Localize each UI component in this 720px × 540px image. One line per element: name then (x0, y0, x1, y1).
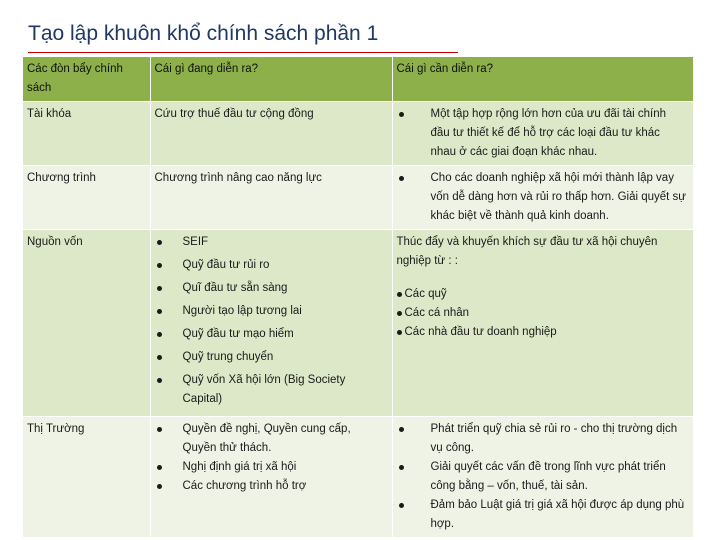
list-item: Cho các doanh nghiệp xã hội mới thành lập vay vốn dễ dàng hơn và rủi ro thấp hơn. Giải quyết sự khác biệt về thành quả kinh doanh. (397, 169, 687, 226)
table-row (23, 230, 693, 417)
needed-list (397, 420, 687, 534)
bullet-icon (157, 309, 162, 314)
bullet-icon (157, 263, 162, 268)
table-row (23, 417, 693, 538)
needed-cell (392, 417, 693, 538)
list-item: SEIF (155, 233, 386, 252)
row-label: Nguồn vốn (23, 230, 150, 417)
bullet-icon (157, 465, 162, 470)
needed-list (397, 105, 687, 162)
current-list (155, 233, 386, 409)
row-label: Tài khóa (23, 102, 150, 166)
list-item: Quỹ trung chuyển (155, 348, 386, 367)
current-cell (150, 230, 392, 417)
table-row (23, 102, 693, 166)
title-block (28, 22, 378, 46)
list-item: Các quỹ (397, 285, 687, 304)
list-item: Đảm bảo Luật giá trị giá xã hội được áp dụng phù hợp. (397, 496, 687, 534)
list-item: Phát triển quỹ chia sẻ rủi ro - cho thị trường dịch vụ công. (397, 420, 687, 458)
current-list (155, 420, 386, 496)
current-cell (150, 417, 392, 538)
bullet-icon (397, 311, 402, 316)
bullet-icon (157, 332, 162, 337)
list-item: Một tập hợp rộng lớn hơn của ưu đãi tài chính đầu tư thiết kế để hỗ trợ các loại đầu tư khác nhau ở các giai đoạn khác nhau. (397, 105, 687, 162)
list-item: Quyền đề nghị, Quyền cung cấp, Quyền thử thách. (155, 420, 386, 458)
list-item: Quỹ vốn Xã hội lớn (Big Society Capital) (155, 371, 386, 409)
current-cell: Chương trình nâng cao năng lực (150, 166, 392, 230)
list-item: Quĩ đầu tư sẵn sàng (155, 279, 386, 298)
policy-table (23, 57, 694, 538)
current-cell: Cứu trợ thuế đầu tư cộng đồng (150, 102, 392, 166)
header-current: Cái gì đang diễn ra? (150, 57, 392, 102)
bullet-icon (157, 378, 162, 383)
needed-cell (392, 166, 693, 230)
bullet-icon (399, 503, 404, 508)
header-row (23, 57, 693, 102)
list-item: Các cá nhân (397, 304, 687, 323)
needed-cell (392, 102, 693, 166)
bullet-icon (399, 112, 404, 117)
bullet-icon (399, 427, 404, 432)
bullet-icon (157, 286, 162, 291)
list-item: Các nhà đầu tư doanh nghiệp (397, 323, 687, 342)
needed-list (397, 169, 687, 226)
bullet-icon (399, 465, 404, 470)
list-item: Quỹ đầu tư rủi ro (155, 256, 386, 275)
row-label: Thị Trường (23, 417, 150, 538)
bullet-icon (157, 355, 162, 360)
bullet-icon (397, 330, 402, 335)
list-item: Nghị định giá trị xã hội (155, 458, 386, 477)
list-item: Các chương trình hỗ trợ (155, 477, 386, 496)
header-levers: Các đòn bẩy chính sách (23, 57, 150, 102)
needed-items (397, 285, 687, 342)
list-item: Người tạo lập tương lai (155, 302, 386, 321)
header-needed: Cái gì cần diễn ra? (392, 57, 693, 102)
bullet-icon (399, 176, 404, 181)
list-item: Giải quyết các vấn đề trong lĩnh vực phát triển công bằng – vốn, thuế, tài sản. (397, 458, 687, 496)
bullet-icon (157, 427, 162, 432)
bullet-icon (157, 484, 162, 489)
title-underline (28, 52, 458, 53)
table-row (23, 166, 693, 230)
row-label: Chương trình (23, 166, 150, 230)
bullet-icon (397, 292, 402, 297)
bullet-icon (157, 240, 162, 245)
needed-cell (392, 230, 693, 417)
list-item: Quỹ đầu tư mạo hiểm (155, 325, 386, 344)
needed-intro: Thúc đẩy và khuyến khích sự đầu tư xã hội chuyên nghiệp từ : : (396, 236, 658, 267)
page-title: Tạo lập khuôn khổ chính sách phần 1 (28, 22, 379, 45)
